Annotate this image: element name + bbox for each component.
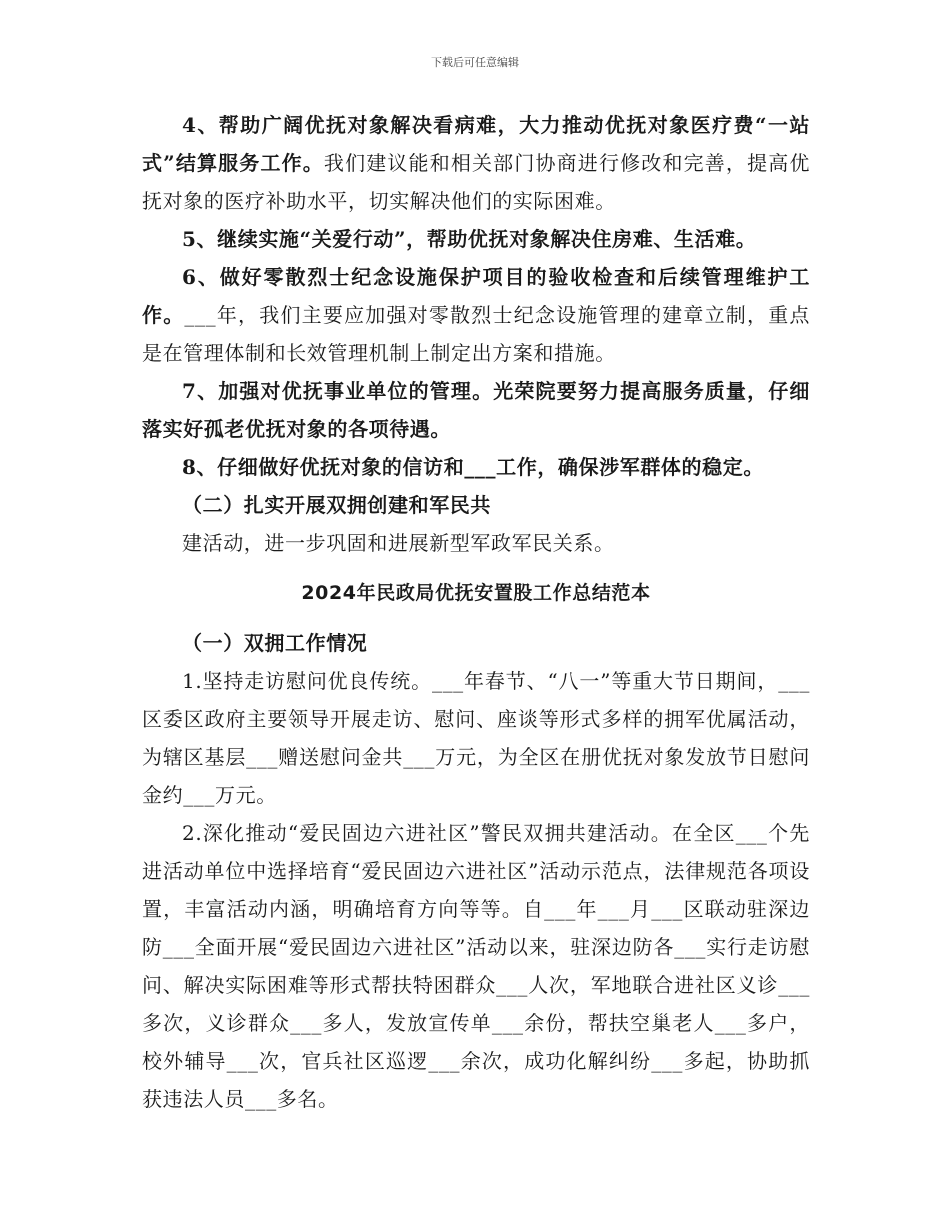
- document-body: [142, 106, 810, 1118]
- paragraph-item-6: [142, 258, 810, 372]
- paragraph-item-5: 5、继续实施“关爱行动”，帮助优抚对象解决住房难、生活难。: [182, 227, 757, 251]
- list-item-2: 2.深化推动“爱民固边六进社区”警民双拥共建活动。在全区___个先进活动单位中选择培育“爱民固边六进社区”活动示范点，法律规范各项设置，丰富活动内涵，明确培育方向等等。自___年___月___区联动驻深边防___全面开展“爱民固边六进社区”活动以来，驻深边防各___实行走访慰问、解决实际困难等形式帮扶特困群众___人次，军地联合进社区义诊___多次，义诊群众___多人，发放宣传单___余份，帮扶空巢老人___多户，校外辅导___次，官兵社区巡逻___余次，成功化解纠纷___多起，协助抓获违法人员___多名。: [142, 821, 810, 1111]
- paragraph-item-4: [142, 106, 810, 220]
- paragraph-item-8: 8、仔细做好优抚对象的信访和___工作，确保涉军群体的稳定。: [182, 455, 764, 479]
- section-1-heading: （一）双拥工作情况: [182, 631, 368, 655]
- section-2-text: 建活动，进一步巩固和进展新型军政军民关系。: [182, 531, 615, 555]
- paragraph-item-4-heading: 4、帮助广阔优抚对象解决看病难，大力推动优抚对象医疗费“一站式”结算服务工作。: [142, 113, 810, 175]
- paragraph-item-6-text: ___年，我们主要应加强对零散烈士纪念设施管理的建章立制，重点是在管理体制和长效管理机制上制定出方案和措施。: [142, 303, 810, 365]
- document-title: 2024年民政局优抚安置股工作总结范本: [301, 582, 651, 604]
- header-note: 下载后可任意编辑: [431, 56, 519, 69]
- section-2-heading: （二）扎实开展双拥创建和军民共: [182, 493, 491, 517]
- list-item-1: 1.坚持走访慰问优良传统。___年春节、“八一”等重大节日期间，___区委区政府主要领导开展走访、慰问、座谈等形式多样的拥军优属活动，为辖区基层___赠送慰问金共___万元，为全区在册优抚对象发放节日慰问金约___万元。: [142, 669, 810, 807]
- paragraph-item-4-text: 我们建议能和相关部门协商进行修改和完善，提高优抚对象的医疗补助水平，切实解决他们的实际困难。: [142, 151, 810, 213]
- paragraph-item-6-heading: 6、做好零散烈士纪念设施保护项目的验收检查和后续管理维护工作。: [142, 265, 810, 327]
- paragraph-item-7: 7、加强对优抚事业单位的管理。光荣院要努力提高服务质量，仔细落实好孤老优抚对象的各项待遇。: [142, 379, 810, 441]
